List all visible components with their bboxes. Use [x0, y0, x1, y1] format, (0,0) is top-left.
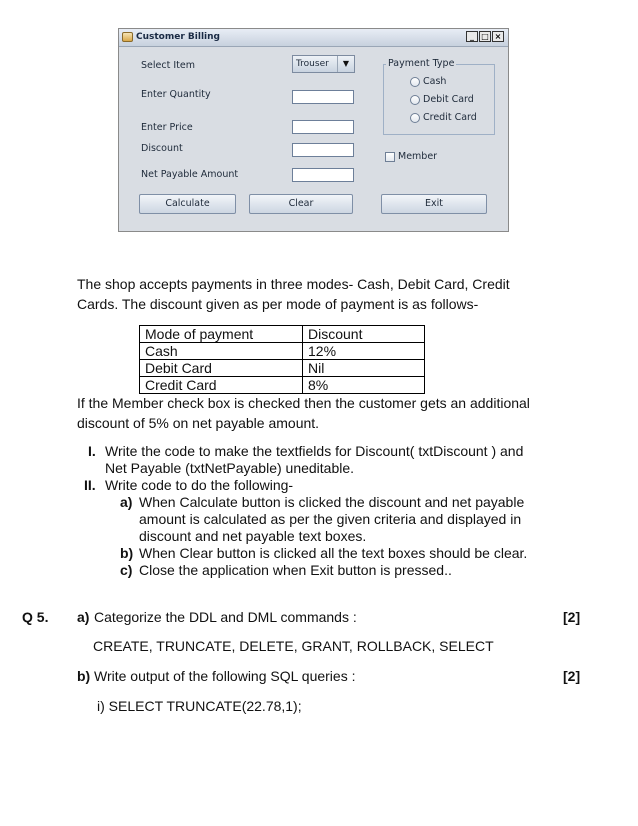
select-item-label: Select Item [141, 60, 195, 71]
window-titlebar [119, 29, 508, 47]
task-i-marker: I. [88, 443, 96, 459]
task-a-marker: a) [120, 494, 133, 510]
customer-billing-window [118, 28, 509, 232]
task-a-text-3: discount and net payable text boxes. [139, 528, 367, 544]
net-payable-label: Net Payable Amount [141, 169, 239, 180]
debit-card-radio-label: Debit Card [423, 94, 474, 105]
chevron-down-icon[interactable]: ▼ [337, 56, 354, 72]
exit-button[interactable]: Exit [381, 194, 487, 214]
enter-quantity-label: Enter Quantity [141, 89, 211, 100]
debit-card-radio[interactable] [410, 95, 420, 105]
table-cell: Debit Card [140, 360, 303, 377]
question-number: Q 5. [22, 609, 49, 625]
item-combobox-value: Trouser [296, 59, 329, 69]
q5-a-text: Categorize the DDL and DML commands : [94, 609, 357, 625]
cash-radio[interactable] [410, 77, 420, 87]
table-row [140, 360, 425, 377]
task-b-marker: b) [120, 545, 134, 561]
q5-b-marks: [2] [563, 668, 581, 684]
task-ii-marker: II. [84, 477, 96, 493]
table-header-row [140, 326, 425, 343]
window-title: Customer Billing [136, 32, 220, 42]
discount-label: Discount [141, 143, 183, 154]
q5-a-marker: a) [77, 609, 90, 625]
clear-button[interactable]: Clear [249, 194, 353, 214]
close-button[interactable]: × [492, 31, 504, 42]
table-row [140, 343, 425, 360]
table-cell: 8% [303, 377, 425, 394]
maximize-button[interactable]: □ [479, 31, 491, 42]
table-cell: Nil [303, 360, 425, 377]
java-app-icon [122, 32, 133, 42]
credit-card-radio[interactable] [410, 113, 420, 123]
quantity-field[interactable] [292, 90, 354, 104]
sql-query-i: i) SELECT TRUNCATE(22.78,1); [97, 698, 302, 714]
table-header-cell: Discount [303, 326, 425, 343]
task-c-text: Close the application when Exit button is pressed.. [139, 562, 452, 578]
task-ii-text: Write code to do the following- [105, 477, 294, 493]
item-combobox[interactable] [292, 55, 355, 73]
price-field[interactable] [292, 120, 354, 134]
q5-b-text: Write output of the following SQL queries : [94, 668, 356, 684]
intro-paragraph: The shop accepts payments in three modes- Cash, Debit Card, Credit Cards. The discount given as per mode of payment is as follows- [77, 276, 510, 312]
member-checkbox[interactable] [385, 152, 395, 162]
table-row [140, 377, 425, 394]
task-c-marker: c) [120, 562, 133, 578]
enter-price-label: Enter Price [141, 122, 193, 133]
window-controls [465, 31, 504, 42]
q5-a-marks: [2] [563, 609, 581, 625]
member-note-paragraph: If the Member check box is checked then the customer gets an additional discount of 5% on net payable amount. [77, 395, 530, 431]
net-payable-field[interactable] [292, 168, 354, 182]
task-b-text: When Clear button is clicked all the text boxes should be clear. [139, 545, 528, 561]
table-cell: 12% [303, 343, 425, 360]
task-a-text-2: amount is calculated as per the given criteria and displayed in [139, 511, 522, 527]
table-cell: Cash [140, 343, 303, 360]
calculate-button[interactable]: Calculate [139, 194, 236, 214]
payment-type-title: Payment Type [388, 58, 455, 69]
table-header-cell: Mode of payment [140, 326, 303, 343]
task-i-text-2: Net Payable (txtNetPayable) uneditable. [105, 460, 355, 476]
table-cell: Credit Card [140, 377, 303, 394]
cash-radio-label: Cash [423, 76, 447, 87]
member-checkbox-label: Member [398, 151, 438, 162]
discount-field[interactable] [292, 143, 354, 157]
sql-commands-list: CREATE, TRUNCATE, DELETE, GRANT, ROLLBACK, SELECT [93, 638, 494, 654]
minimize-button[interactable]: _ [466, 31, 478, 42]
q5-b-marker: b) [77, 668, 91, 684]
credit-card-radio-label: Credit Card [423, 112, 477, 123]
task-i-text-1: Write the code to make the textfields for Discount( txtDiscount ) and [105, 443, 524, 459]
task-a-text-1: When Calculate button is clicked the discount and net payable [139, 494, 525, 510]
discount-table [139, 325, 425, 394]
